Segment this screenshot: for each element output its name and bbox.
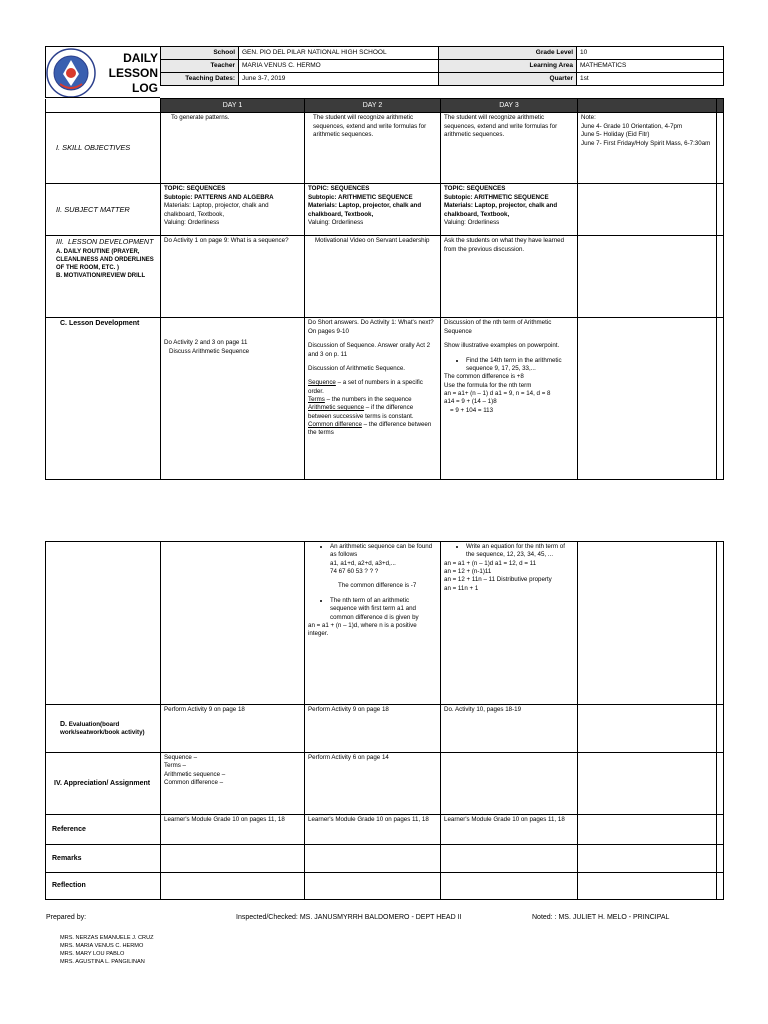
empty-cell [717,873,724,900]
note-line: June 5- Holiday (Eid Fitr) [581,131,650,139]
remarks-label: Remarks [46,845,161,873]
lesson-log-table [45,98,724,480]
empty-cell [717,542,724,705]
title-line: LESSON [108,66,158,80]
lesson-day2: Motivational Video on Servant Leadership [305,236,441,318]
dates-value: June 3-7, 2019 [239,73,439,86]
reference-label: Reference [46,815,161,845]
empty-cell [578,845,717,873]
valuing-line: Valuing: Orderliness [308,218,364,226]
header-info-table [160,46,724,86]
item-marker: D. [60,720,67,728]
formula-bullet: • Write an equation for the nth term of the sequence, 12, 23, 34, 45, ... [466,543,574,560]
activity-line: Do Activity 2 and 3 on page 11 [164,339,248,347]
empty-cell [717,705,724,753]
definition-line [308,379,437,396]
activity-line: Discussion of Arithmetic Sequence. [308,364,405,372]
lesson-development-label [46,236,161,318]
item-marker: B. [56,273,62,280]
solution-line: a14 = 9 + (14 – 1)8 [444,398,497,406]
school-label: School [161,47,239,60]
evaluation-label [46,705,161,753]
empty-cell [717,815,724,845]
definition-line [308,404,437,421]
formula-line: The common difference is -7 [338,582,417,590]
subject-matter-label: II. SUBJECT MATTER [46,184,161,236]
corner-cell [46,99,161,113]
reflection-day3 [441,873,578,900]
day2-header: DAY 2 [305,99,441,113]
lesson-day1: Do Activity 1 on page 9: What is a sequence? [161,236,305,318]
topic-line: TOPIC: SEQUENCES [444,185,506,193]
definition-line [308,421,437,438]
note-line: June 7- First Friday/Holy Spirit Mass, 6-7:30am [581,139,711,147]
definition: – the numbers in the sequence [324,395,412,403]
empty-cell [578,705,717,753]
empty-cell [46,542,161,705]
inspected-by-label: Inspected/Checked: MS. JANUSMYRRH BALDOMERO - DEPT HEAD II [236,914,462,921]
continued-day2 [305,542,441,705]
teacher-names-list [60,934,154,966]
reflection-day2 [305,873,441,900]
note-title: Note: [581,114,596,122]
subject-day3 [441,184,578,236]
teacher-label: Teacher [161,60,239,73]
term: Terms [308,395,325,403]
prepared-by-label: Prepared by: [46,914,87,921]
activity-line: Discuss Arithmetic Sequence [169,347,250,355]
skill-day3: The student will recognize arithmetic sequences, extend and write formulas for arithmetic sequences. [441,113,578,184]
solution-line: an = a1+ (n – 1) d a1 = 9, n = 14, d = 8 [444,389,551,397]
empty-cell [717,753,724,815]
reference-day2: Learner's Module Grade 10 on pages 11, 18 [305,815,441,845]
note-line: June 4- Grade 10 Orientation, 4-7pm [581,122,683,130]
empty-cell [161,542,305,705]
evaluation-day3: Do. Activity 10, pages 18-19 [441,705,578,753]
teacher-name: MRS. AGUSTINA L. PANGILINAN [60,959,145,966]
subtopic-line: Subtopic: PATTERNS AND ALGEBRA [164,193,274,201]
teacher-name: MRS. NERZAS EMANUELE J. CRUZ [60,935,154,941]
lesson-log-table-continued [45,541,724,900]
evaluation-day2: Perform Activity 9 on page 18 [305,705,441,753]
term: Common difference [308,421,362,429]
activity-line: Discussion of Sequence. Answer orally Act 2 and 3 on p. 11 [308,342,431,358]
skill-day1: To generate patterns. [161,113,305,184]
assignment-line: Sequence – [164,754,198,761]
assignment-line: Common difference – [164,779,224,787]
grade-value: 10 [577,47,724,60]
subject-day2 [305,184,441,236]
topic-line: TOPIC: SEQUENCES [164,185,226,193]
appreciation-day2: Perform Activity 6 on page 14 [305,753,441,815]
area-label: Learning Area [439,60,577,73]
solution-line: The common difference is +8 [444,373,524,381]
definition: – the difference between the terms [308,421,432,437]
empty-cell [578,753,717,815]
daily-routine-label: DAILY ROUTINE (PRAYER, CLEANLINESS AND ORDERLINES OF THE ROOM, ETC. ) [56,249,154,272]
reflection-day1 [161,873,305,900]
assignment-line: Terms – [164,762,187,770]
definition: – if the difference between successive terms is constant. [308,404,414,420]
subtopic-line: Subtopic: ARITHMETIC SEQUENCE [308,193,413,201]
teacher-value: MARIA VENUS C. HERMO [239,60,439,73]
empty-cell [441,753,578,815]
valuing-line: Valuing: Orderliness [164,218,220,226]
remarks-day1 [161,845,305,873]
term: Sequence [308,379,336,387]
empty-cell [717,184,724,236]
formula-line: a1, a1+d, a2+d, a3+d,... [330,559,396,567]
area-value: MATHEMATICS [577,60,724,73]
subtopic-line: Subtopic: ARITHMETIC SEQUENCE [444,193,549,201]
empty-cell [717,318,724,480]
solution-line: Use the formula for the nth term [444,381,532,389]
reference-day1: Learner's Module Grade 10 on pages 11, 18 [161,815,305,845]
term: Arithmetic sequence [308,404,365,412]
empty-cell [578,318,717,480]
example-bullet: • Find the 14th term in the arithmetic sequence 9, 17, 25, 33,... [466,357,574,374]
lesson-development-c-label: C. Lesson Development [46,318,161,480]
remarks-day3 [441,845,578,873]
topic-line: TOPIC: SEQUENCES [308,185,370,193]
activity-line: Do Short answers. Do Activity 1: What's next? On pages 9-10 [308,319,434,335]
empty-cell [578,184,717,236]
formula-line: 74 67 60 53 ? ? ? [330,568,379,576]
activity-line: Show illustrative examples on powerpoint. [444,342,560,350]
day1-header: DAY 1 [161,99,305,113]
quarter-value: 1st [577,73,724,86]
lesson-day3: Ask the students on what they have learned from the previous discussion. [441,236,578,318]
reflection-label: Reflection [46,873,161,900]
materials-line: Materials: Laptop, projector, chalk and chalkboard, Textbook, [308,202,422,218]
grade-label: Grade Level [439,47,577,60]
remarks-day2 [305,845,441,873]
skill-objectives-label: I. SKILL OBJECTIVES [46,113,161,184]
definition: – a set of numbers in a specific order. [308,379,423,395]
empty-cell [717,845,724,873]
materials-line: Materials: Laptop, projector, chalk and chalkboard, Textbook, [444,202,558,218]
reference-day3: Learner's Module Grade 10 on pages 11, 18 [441,815,578,845]
development-day2 [305,318,441,480]
continued-day3 [441,542,578,705]
empty-cell [717,113,724,184]
school-value: GEN. PIO DEL PILAR NATIONAL HIGH SCHOOL [239,47,439,60]
day5-header [717,99,724,113]
subject-day1 [161,184,305,236]
formula-line: an = a1 + (n – 1)d, where n is a positive integer. [308,621,417,638]
materials-line: Materials: Laptop, projector, chalk and chalkboard, Textbook, [164,202,269,218]
formula-line: an = 12 + (n-1)11 [444,568,492,576]
dates-label: Teaching Dates: [161,73,239,86]
section-title: LESSON DEVELOPMENT [68,237,154,247]
activity-line: Discussion of the nth term of Arithmetic Sequence [444,319,552,335]
title-line: DAILY [123,51,158,65]
solution-line: = 9 + 104 = 113 [450,406,494,414]
definition-line [308,396,437,404]
development-day1 [161,318,305,480]
formula-line: an = 11n + 1 [444,584,479,592]
empty-cell [578,873,717,900]
formula-bullet: • The nth term of an arithmetic sequence with first term a1 and common difference d is given by [330,597,437,622]
item-marker: A. [56,249,62,256]
title-frame [45,46,160,98]
formula-line: an = a1 + (n – 1)d a1 = 12, d = 11 [444,559,537,567]
appreciation-day1 [161,753,305,815]
title-line: LOG [132,81,158,95]
day3-header: DAY 3 [441,99,578,113]
empty-cell [578,542,717,705]
motivation-label: MOTIVATION/REVIEW DRILL [63,273,146,280]
evaluation-title: Evaluation(board work/seatwork/book activity) [60,720,145,737]
noted-by-label: Noted: : MS. JULIET H. MELO - PRINCIPAL [532,914,670,921]
teacher-name: MRS. MARIA VENUS C. HERMO [60,943,144,950]
empty-cell [578,815,717,845]
appreciation-label: IV. Appreciation/ Assignment [46,753,161,815]
empty-cell [717,236,724,318]
skill-note [578,113,717,184]
formula-bullet: • An arithmetic sequence can be found as follows [330,543,437,560]
assignment-line: Arithmetic sequence – [164,770,226,778]
skill-day2: The student will recognize arithmetic sequences, extend and write formulas for arithmetic sequences. [305,113,441,184]
day4-header [578,99,717,113]
section-number: III. [56,237,64,247]
teacher-name: MRS. MARY LOU PABLO [60,951,125,958]
evaluation-day1: Perform Activity 9 on page 18 [161,705,305,753]
formula-line: an = 12 + 11n – 11 Distributive property [444,576,552,584]
development-day3 [441,318,578,480]
empty-cell [578,236,717,318]
valuing-line: Valuing: Orderliness [444,218,500,226]
quarter-label: Quarter [439,73,577,86]
